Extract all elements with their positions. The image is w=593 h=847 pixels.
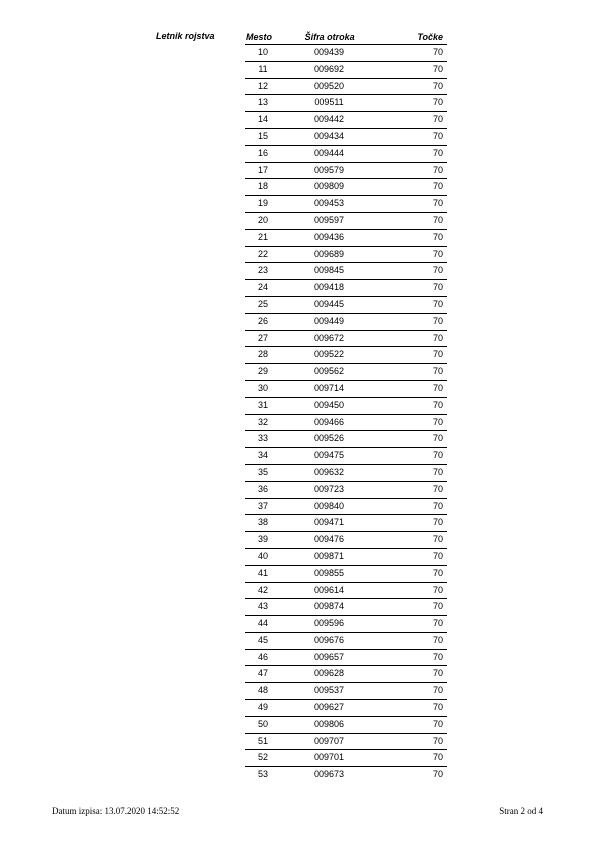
points-cell: 70 <box>432 248 443 259</box>
results-table <box>245 31 447 784</box>
code-cell: 009436 <box>313 231 345 242</box>
points-cell: 70 <box>432 651 443 662</box>
code-cell: 009439 <box>313 47 345 57</box>
table-row <box>245 448 447 465</box>
points-cell: 70 <box>432 315 443 326</box>
code-cell: 009673 <box>313 769 345 780</box>
code-cell: 009476 <box>313 534 345 545</box>
code-cell: 009442 <box>313 114 345 125</box>
points-cell: 70 <box>432 366 443 377</box>
table-row <box>245 616 447 633</box>
table-row <box>245 499 447 516</box>
table-row <box>245 381 447 398</box>
points-cell: 70 <box>432 349 443 360</box>
code-cell: 009471 <box>313 517 345 528</box>
table-row <box>245 196 447 213</box>
place-cell: 20 <box>257 214 268 225</box>
table-row <box>245 532 447 549</box>
table-row <box>245 347 447 364</box>
code-cell: 009628 <box>313 668 345 679</box>
code-cell: 009614 <box>313 584 345 595</box>
points-cell: 70 <box>432 114 443 125</box>
table-row <box>245 482 447 499</box>
points-cell: 70 <box>432 702 443 713</box>
place-cell: 19 <box>257 198 268 209</box>
points-cell: 70 <box>432 466 443 477</box>
table-row <box>245 415 447 432</box>
points-cell: 70 <box>432 668 443 679</box>
place-cell: 51 <box>257 735 268 746</box>
table-row <box>245 230 447 247</box>
points-cell: 70 <box>432 382 443 393</box>
points-cell: 70 <box>432 450 443 461</box>
points-cell: 70 <box>432 769 443 780</box>
table-body <box>245 45 447 784</box>
place-cell: 18 <box>257 181 268 192</box>
table-row <box>245 95 447 112</box>
points-cell: 70 <box>432 483 443 494</box>
table-row <box>245 700 447 717</box>
place-cell: 24 <box>257 282 268 293</box>
place-cell: 48 <box>257 685 268 696</box>
place-cell: 30 <box>257 382 268 393</box>
points-cell: 70 <box>432 433 443 444</box>
points-cell: 70 <box>432 164 443 175</box>
code-cell: 009871 <box>313 550 345 561</box>
code-cell: 009449 <box>313 315 345 326</box>
place-cell: 49 <box>257 702 268 713</box>
place-cell: 21 <box>257 231 268 242</box>
place-cell: 29 <box>257 366 268 377</box>
points-cell: 70 <box>432 63 443 74</box>
code-cell: 009672 <box>313 332 345 343</box>
points-cell: 70 <box>432 147 443 158</box>
place-cell: 36 <box>257 483 268 494</box>
table-row <box>245 247 447 264</box>
code-cell: 009445 <box>313 298 345 309</box>
points-cell: 70 <box>432 231 443 242</box>
table-row <box>245 79 447 96</box>
points-cell: 70 <box>432 399 443 410</box>
table-row <box>245 331 447 348</box>
place-cell: 26 <box>257 315 268 326</box>
table-row <box>245 45 447 62</box>
points-cell: 70 <box>432 500 443 511</box>
points-cell: 70 <box>432 97 443 108</box>
code-cell: 009676 <box>313 634 345 645</box>
place-cell: 27 <box>257 332 268 343</box>
code-cell: 009632 <box>313 466 345 477</box>
table-row <box>245 566 447 583</box>
points-cell: 70 <box>432 282 443 293</box>
points-cell: 70 <box>432 130 443 141</box>
place-cell: 43 <box>257 601 268 612</box>
place-cell: 42 <box>257 584 268 595</box>
points-cell: 70 <box>432 567 443 578</box>
code-cell: 009855 <box>313 567 345 578</box>
code-cell: 009434 <box>313 130 345 141</box>
points-cell: 70 <box>432 181 443 192</box>
table-row <box>245 364 447 381</box>
code-cell: 009418 <box>313 282 345 293</box>
points-cell: 70 <box>432 265 443 276</box>
code-cell: 009511 <box>314 97 344 108</box>
place-cell: 50 <box>257 718 268 729</box>
table-row <box>245 213 447 230</box>
points-cell: 70 <box>432 601 443 612</box>
code-cell: 009689 <box>313 248 345 259</box>
table-row <box>245 465 447 482</box>
place-cell: 47 <box>257 668 268 679</box>
table-row <box>245 398 447 415</box>
place-cell: 38 <box>257 517 268 528</box>
place-cell: 41 <box>257 567 268 578</box>
column-header-code: Šifra otroka <box>304 32 355 42</box>
group-label: Letnik rojstva <box>156 31 215 41</box>
code-cell: 009840 <box>313 500 345 511</box>
table-row <box>245 179 447 196</box>
place-cell: 46 <box>257 651 268 662</box>
code-cell: 009692 <box>313 63 345 74</box>
place-cell: 31 <box>257 399 268 410</box>
place-cell: 12 <box>257 80 268 91</box>
code-cell: 009707 <box>313 735 345 746</box>
place-cell: 15 <box>257 130 268 141</box>
column-header-points: Točke <box>417 32 443 42</box>
code-cell: 009520 <box>313 80 345 91</box>
place-cell: 14 <box>257 114 268 125</box>
place-cell: 17 <box>257 164 268 175</box>
table-row <box>245 112 447 129</box>
points-cell: 70 <box>432 534 443 545</box>
code-cell: 009701 <box>313 752 345 763</box>
table-row <box>245 62 447 79</box>
code-cell: 009579 <box>313 164 345 175</box>
place-cell: 45 <box>257 634 268 645</box>
place-cell: 34 <box>257 450 268 461</box>
points-cell: 70 <box>432 584 443 595</box>
points-cell: 70 <box>432 332 443 343</box>
table-row <box>245 549 447 566</box>
code-cell: 009444 <box>313 147 345 158</box>
place-cell: 28 <box>257 349 268 360</box>
table-row <box>245 280 447 297</box>
code-cell: 009537 <box>313 685 345 696</box>
table-row <box>245 683 447 700</box>
code-cell: 009522 <box>313 349 345 360</box>
code-cell: 009450 <box>313 399 345 410</box>
table-row <box>245 263 447 280</box>
place-cell: 35 <box>257 466 268 477</box>
place-cell: 11 <box>258 63 268 74</box>
place-cell: 23 <box>257 265 268 276</box>
table-row <box>245 129 447 146</box>
code-cell: 009657 <box>313 651 345 662</box>
table-row <box>245 633 447 650</box>
code-cell: 009596 <box>313 618 345 629</box>
place-cell: 40 <box>257 550 268 561</box>
points-cell: 70 <box>432 718 443 729</box>
code-cell: 009562 <box>313 366 345 377</box>
place-cell: 13 <box>257 97 268 108</box>
place-cell: 32 <box>257 416 268 427</box>
place-cell: 53 <box>257 769 268 780</box>
code-cell: 009845 <box>313 265 345 276</box>
table-row <box>245 650 447 667</box>
table-row <box>245 717 447 734</box>
points-cell: 70 <box>432 618 443 629</box>
points-cell: 70 <box>432 47 443 57</box>
points-cell: 70 <box>432 214 443 225</box>
table-row <box>245 314 447 331</box>
table-header <box>245 31 447 45</box>
code-cell: 009627 <box>313 702 345 713</box>
place-cell: 39 <box>257 534 268 545</box>
table-row <box>245 431 447 448</box>
table-row <box>245 750 447 767</box>
points-cell: 70 <box>432 634 443 645</box>
points-cell: 70 <box>432 198 443 209</box>
code-cell: 009874 <box>313 601 345 612</box>
points-cell: 70 <box>432 685 443 696</box>
place-cell: 16 <box>257 147 268 158</box>
place-cell: 37 <box>257 500 268 511</box>
code-cell: 009809 <box>313 181 345 192</box>
code-cell: 009526 <box>313 433 345 444</box>
place-cell: 44 <box>257 618 268 629</box>
points-cell: 70 <box>432 550 443 561</box>
points-cell: 70 <box>432 80 443 91</box>
table-row <box>245 583 447 600</box>
code-cell: 009806 <box>313 718 345 729</box>
place-cell: 10 <box>257 47 268 57</box>
table-row <box>245 146 447 163</box>
table-row <box>245 666 447 683</box>
place-cell: 33 <box>257 433 268 444</box>
column-header-place: Mesto <box>246 32 273 42</box>
table-row <box>245 163 447 180</box>
points-cell: 70 <box>432 416 443 427</box>
code-cell: 009466 <box>313 416 345 427</box>
code-cell: 009714 <box>313 382 345 393</box>
page-number: Stran 2 od 4 <box>499 806 543 816</box>
code-cell: 009475 <box>313 450 345 461</box>
code-cell: 009453 <box>313 198 345 209</box>
points-cell: 70 <box>432 752 443 763</box>
table-row <box>245 515 447 532</box>
table-row <box>245 734 447 751</box>
table-row <box>245 297 447 314</box>
points-cell: 70 <box>432 735 443 746</box>
code-cell: 009723 <box>313 483 345 494</box>
place-cell: 22 <box>257 248 268 259</box>
table-row <box>245 599 447 616</box>
place-cell: 25 <box>257 298 268 309</box>
table-row <box>245 767 447 784</box>
print-date: Datum izpisa: 13.07.2020 14:52:52 <box>52 806 180 816</box>
code-cell: 009597 <box>313 214 345 225</box>
place-cell: 52 <box>257 752 268 763</box>
points-cell: 70 <box>432 298 443 309</box>
points-cell: 70 <box>432 517 443 528</box>
